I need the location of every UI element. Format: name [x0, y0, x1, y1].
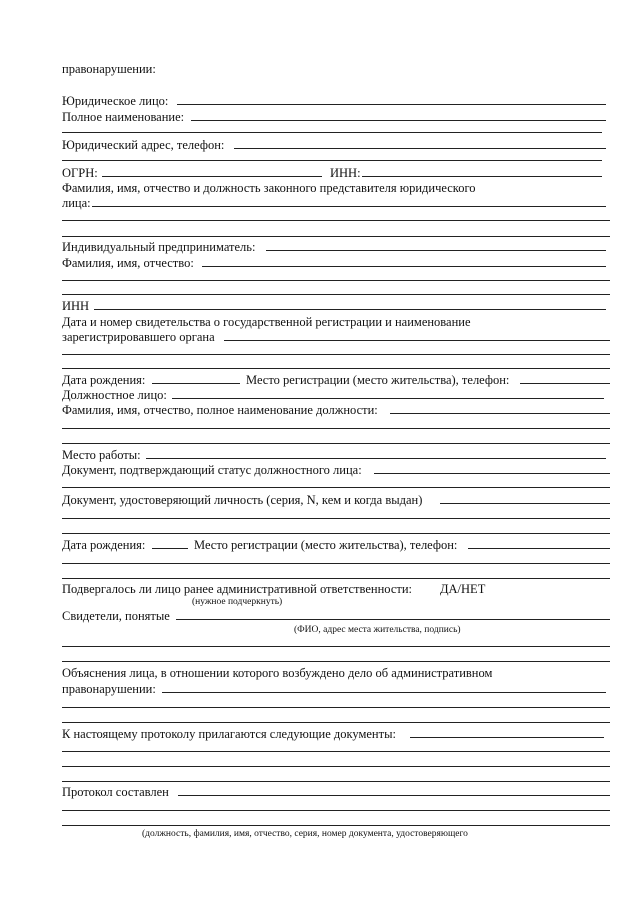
explanation-label-1: Объяснения лица, в отношении которого возбуждено дело об административном: [62, 666, 493, 680]
work-place-field[interactable]: [146, 458, 606, 459]
compiler-field-line-3[interactable]: [62, 825, 610, 826]
entrepreneur-fio-field-line-2[interactable]: [62, 280, 610, 281]
witnesses-field-line-3[interactable]: [62, 661, 610, 662]
identity-document-field-line-3[interactable]: [62, 533, 610, 534]
legal-inn-label: ИНН:: [330, 166, 361, 180]
representative-field[interactable]: [92, 206, 606, 207]
compiler-field-line-2[interactable]: [62, 810, 610, 811]
explanation-field[interactable]: [162, 692, 606, 693]
full-name-field-line-2[interactable]: [62, 132, 602, 133]
official-position-field[interactable]: [172, 398, 604, 399]
explanation-label-2: правонарушении:: [62, 682, 156, 696]
witnesses-field-line-2[interactable]: [62, 646, 610, 647]
legal-address-field[interactable]: [234, 148, 606, 149]
identity-residence-label: Место регистрации (место жительства), телефон:: [194, 538, 458, 552]
official-residence-label: Место регистрации (место жительства), телефон:: [246, 373, 510, 387]
entrepreneur-fio-field[interactable]: [202, 266, 606, 267]
witnesses-hint: (ФИО, адрес места жительства, подпись): [294, 625, 461, 635]
official-position-label: Должностное лицо:: [62, 388, 167, 402]
entrepreneur-field[interactable]: [266, 250, 606, 251]
identity-residence-field-line-3[interactable]: [62, 578, 610, 579]
entrepreneur-label: Индивидуальный предприниматель:: [62, 240, 256, 254]
entrepreneur-fio-label: Фамилия, имя, отчество:: [62, 256, 194, 270]
legal-address-label: Юридический адрес, телефон:: [62, 138, 225, 152]
identity-birth-label: Дата рождения:: [62, 538, 146, 552]
compiler-label: Протокол составлен: [62, 785, 169, 799]
status-document-label: Документ, подтверждающий статус должностного лица:: [62, 463, 362, 477]
identity-document-field-line-2[interactable]: [62, 518, 610, 519]
certificate-field[interactable]: [224, 340, 610, 341]
identity-document-field[interactable]: [440, 503, 610, 504]
certificate-field-line-2[interactable]: [62, 354, 610, 355]
official-fio-position-label: Фамилия, имя, отчество, полное наименование должности:: [62, 403, 378, 417]
official-residence-field[interactable]: [520, 383, 610, 384]
prior-liability-hint: (нужное подчеркнуть): [192, 597, 283, 607]
entrepreneur-inn-label: ИНН: [62, 299, 90, 313]
status-document-field-line-2[interactable]: [62, 487, 610, 488]
identity-birth-field[interactable]: [152, 548, 188, 549]
attachments-field-line-4[interactable]: [62, 781, 610, 782]
official-birth-field[interactable]: [152, 383, 240, 384]
attachments-field-line-2[interactable]: [62, 751, 610, 752]
legal-entity-field[interactable]: [177, 104, 606, 105]
identity-document-label: Документ, удостоверяющий личность (серия, N, кем и когда выдан): [62, 493, 423, 507]
compiler-hint: (должность, фамилия, имя, отчество, серия, номер документа, удостоверяющего: [142, 829, 468, 839]
certificate-label-2: зарегистрировавшего органа: [62, 330, 215, 344]
ogrn-label: ОГРН:: [62, 166, 98, 180]
intro-text: правонарушении:: [62, 62, 156, 76]
prior-liability-question: Подвергалось ли лицо ранее административной ответственности:: [62, 582, 412, 596]
attachments-label: К настоящему протоколу прилагаются следующие документы:: [62, 727, 396, 741]
attachments-field[interactable]: [410, 737, 604, 738]
certificate-field-line-3[interactable]: [62, 368, 610, 369]
witnesses-field[interactable]: [176, 619, 610, 620]
prior-liability-answer[interactable]: ДА/НЕТ: [440, 582, 486, 596]
status-document-field[interactable]: [374, 473, 610, 474]
certificate-label-1: Дата и номер свидетельства о государственной регистрации и наименование: [62, 315, 471, 329]
explanation-field-line-3[interactable]: [62, 722, 610, 723]
representative-field-line-2[interactable]: [62, 220, 610, 221]
representative-label-2: лица:: [62, 196, 91, 210]
official-birth-label: Дата рождения:: [62, 373, 146, 387]
legal-entity-label: Юридическое лицо:: [62, 94, 169, 108]
identity-residence-field[interactable]: [468, 548, 610, 549]
official-fio-position-field[interactable]: [390, 413, 610, 414]
ogrn-field[interactable]: [102, 176, 322, 177]
official-fio-position-field-line-2[interactable]: [62, 428, 610, 429]
work-place-label: Место работы:: [62, 448, 141, 462]
explanation-field-line-2[interactable]: [62, 707, 610, 708]
compiler-field[interactable]: [178, 795, 610, 796]
entrepreneur-inn-field[interactable]: [94, 309, 606, 310]
entrepreneur-fio-field-line-3[interactable]: [62, 294, 610, 295]
official-fio-position-field-line-3[interactable]: [62, 443, 610, 444]
full-name-label: Полное наименование:: [62, 110, 185, 124]
representative-field-line-3[interactable]: [62, 236, 610, 237]
legal-address-field-line-2[interactable]: [62, 160, 602, 161]
full-name-field[interactable]: [191, 120, 606, 121]
identity-residence-field-line-2[interactable]: [62, 563, 610, 564]
witnesses-label: Свидетели, понятые: [62, 609, 170, 623]
attachments-field-line-3[interactable]: [62, 766, 610, 767]
legal-inn-field[interactable]: [362, 176, 602, 177]
representative-label-1: Фамилия, имя, отчество и должность законного представителя юридического: [62, 181, 476, 195]
